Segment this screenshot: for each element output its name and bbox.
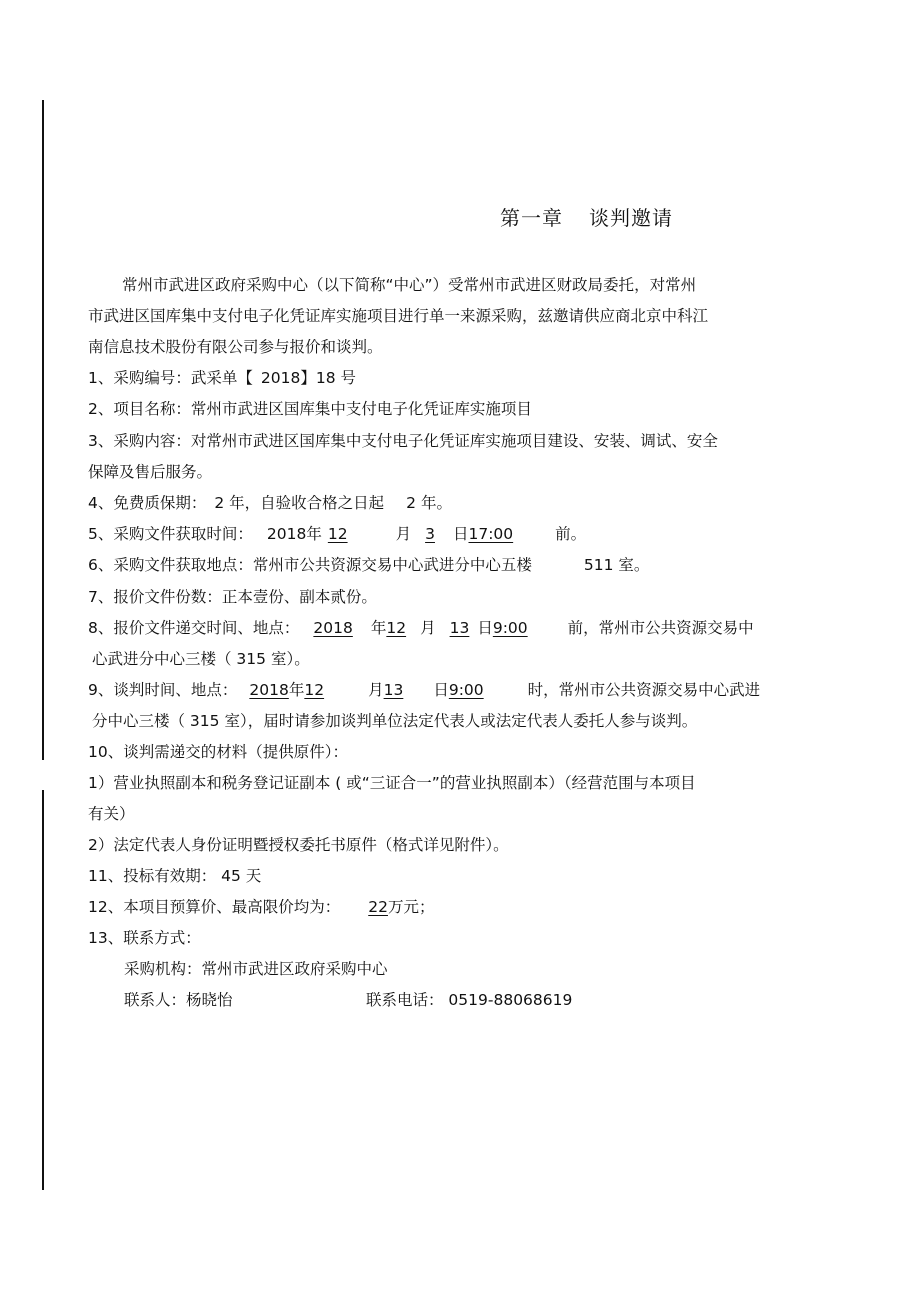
item-9-year: 2018 <box>249 681 289 699</box>
item-9-month: 12 <box>304 681 325 699</box>
item-8-year: 2018 <box>313 619 353 637</box>
item-8-month: 12 <box>386 619 407 637</box>
item-5-time: 17:00 <box>468 525 514 543</box>
item-9-line-1: 9、谈判时间、地点： 2018年12 月13 日9:00 时，常州市公共资源交易中心武进 <box>88 681 761 699</box>
item-10-sub-1-line-1: 1）营业执照副本和税务登记证副本 ( 或“三证合一”的营业执照副本）（经营范围与本项目 <box>88 774 696 792</box>
item-10-sub-1-line-2: 有关） <box>88 805 135 823</box>
item-12: 12、本项目预算价、最高限价均为： 22万元； <box>88 898 435 916</box>
intro-line-3: 南信息技术股份有限公司参与报价和谈判。 <box>88 338 383 356</box>
item-7: 7、报价文件份数：正本壹份、副本贰份。 <box>88 588 377 606</box>
intro-line-2: 市武进区国库集中支付电子化凭证库实施项目进行单一来源采购，兹邀请供应商北京中科江 <box>88 307 709 325</box>
contact-phone: 联系电话： 0519-88068619 <box>366 991 573 1009</box>
item-9-line-2: 分中心三楼（ 315 室），届时请参加谈判单位法定代表人或法定代表人委托人参与谈判。 <box>92 712 698 730</box>
item-5-month: 12 <box>327 525 348 543</box>
item-8-day: 13 <box>449 619 470 637</box>
item-10: 10、谈判需递交的材料（提供原件）： <box>88 743 348 761</box>
item-8-line-2: 心武进分中心三楼（ 315 室）。 <box>92 650 310 668</box>
item-6: 6、采购文件获取地点：常州市公共资源交易中心武进分中心五楼 511 室。 <box>88 556 650 574</box>
item-8-line-1: 8、报价文件递交时间、地点： 2018 年12 月 13 日9:00 前，常州市公共资源交易中 <box>88 619 754 637</box>
item-10-sub-2: 2）法定代表人身份证明暨授权委托书原件（格式详见附件）。 <box>88 836 509 854</box>
item-5: 5、采购文件获取时间： 2018年 12 月 3 日17:00 前。 <box>88 525 587 543</box>
item-3-line-2: 保障及售后服务。 <box>88 463 213 481</box>
item-13: 13、联系方式： <box>88 929 201 947</box>
item-11: 11、投标有效期： 45 天 <box>88 867 262 885</box>
item-9-day: 13 <box>383 681 404 699</box>
page-title <box>500 202 673 231</box>
contact-agency: 采购机构：常州市武进区政府采购中心 <box>124 960 388 978</box>
chapter-title: 谈判邀请 <box>589 206 673 230</box>
intro-line-1: 常州市武进区政府采购中心（以下简称“中心”）受常州市武进区财政局委托，对常州 <box>122 276 697 294</box>
margin-rule-bottom <box>42 790 44 1190</box>
contact-person: 联系人：杨晓怡 <box>124 991 233 1009</box>
chapter-number: 第一章 <box>500 206 563 230</box>
item-12-amount: 22 <box>368 898 388 916</box>
item-8-time: 9:00 <box>492 619 528 637</box>
item-1: 1、采购编号：武采单【 2018】18 号 <box>88 369 356 387</box>
item-2: 2、项目名称：常州市武进区国库集中支付电子化凭证库实施项目 <box>88 400 532 418</box>
item-4: 4、免费质保期： 2 年，自验收合格之日起 2 年。 <box>88 494 452 512</box>
item-9-time: 9:00 <box>448 681 484 699</box>
item-3-line-1: 3、采购内容：对常州市武进区国库集中支付电子化凭证库实施项目建设、安装、调试、安全 <box>88 432 718 450</box>
item-5-day: 3 <box>425 525 435 543</box>
margin-rule-top <box>42 100 44 760</box>
item-5-year: 2018 <box>266 525 307 543</box>
